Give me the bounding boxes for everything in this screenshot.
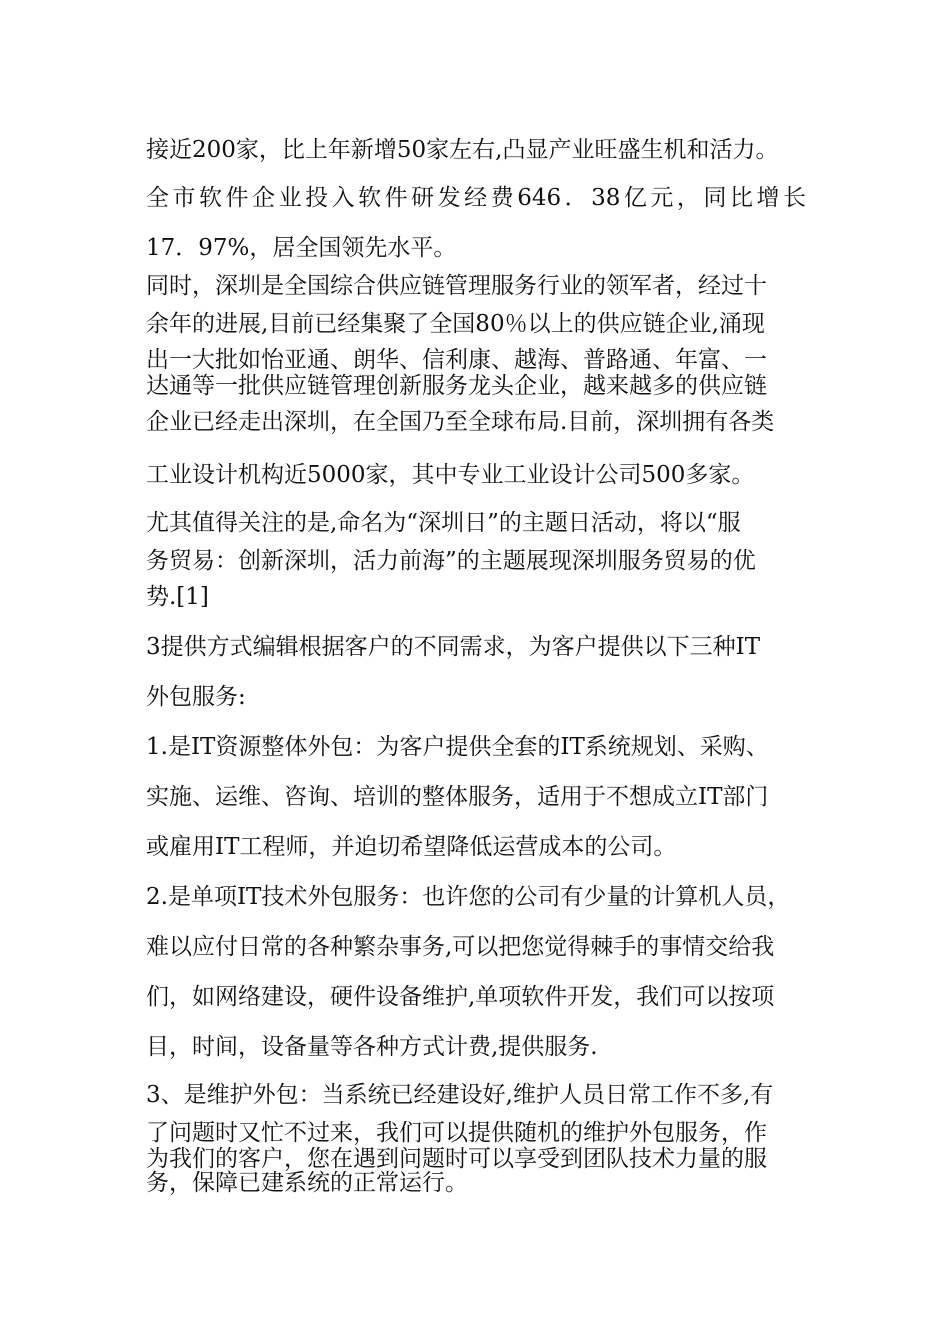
text-line: 3提供方式编辑根据客户的不同需求，为客户提供以下三种IT (146, 634, 761, 660)
text-line: 了问题时又忙不过来，我们可以提供随机的维护外包服务，作 (146, 1120, 767, 1146)
text-line: 同时，深圳是全国综合供应链管理服务行业的领军者，经过十 (146, 273, 767, 299)
text-line: 目，时间，设备量等各种方式计费,提供服务. (146, 1034, 598, 1060)
text-line: 企业已经走出深圳，在全国乃至全球布局.目前，深圳拥有各类 (146, 409, 775, 435)
text-line: 17．97%，居全国领先水平。 (146, 235, 457, 261)
text-line: 2.是单项IT技术外包服务：也许您的公司有少量的计算机人员， (146, 884, 791, 910)
text-line: 3、是维护外包：当系统已经建设好,维护人员日常工作不多,有 (146, 1082, 774, 1108)
text-line: 工业设计机构近5000家，其中专业工业设计公司500多家。 (146, 462, 755, 488)
text-line: 尤其值得关注的是,命名为“深圳日”的主题日活动，将以“服 (146, 510, 741, 536)
text-line: 余年的进展,目前已经集聚了全国80％以上的供应链企业,涌现 (146, 311, 765, 337)
text-line: 们，如网络建设，硬件设备维护,单项软件开发，我们可以按项 (146, 984, 775, 1010)
text-line: 实施、运维、咨询、培训的整体服务，适用于不想成立IT部门 (146, 784, 769, 810)
text-line: 务贸易：创新深圳，活力前海”的主题展现深圳服务贸易的优 (146, 548, 756, 574)
text-line: 接近200家，比上年新增50家左右,凸显产业旺盛生机和活力。 (146, 137, 779, 163)
text-line: 为我们的客户，您在遇到问题时可以享受到团队技术力量的服 (146, 1146, 767, 1172)
text-line: 外包服务: (146, 684, 246, 710)
text-line: 出一大批如怡亚通、朗华、信利康、越海、普路通、年富、一 (146, 347, 767, 373)
text-line: 势.[1] (146, 584, 209, 610)
text-line: 或雇用IT工程师，并迫切希望降低运营成本的公司。 (146, 834, 677, 860)
text-line: 难以应付日常的各种繁杂事务,可以把您觉得棘手的事情交给我 (146, 934, 775, 960)
text-line: 全市软件企业投入软件研发经费646．38亿元，同比增长 (146, 185, 806, 211)
text-line: 达通等一批供应链管理创新服务龙头企业，越来越多的供应链 (146, 373, 767, 399)
text-line: 务，保障已建系统的正常运行。 (146, 1170, 468, 1196)
text-line: 1.是IT资源整体外包：为客户提供全套的IT系统规划、采购、 (146, 734, 769, 760)
